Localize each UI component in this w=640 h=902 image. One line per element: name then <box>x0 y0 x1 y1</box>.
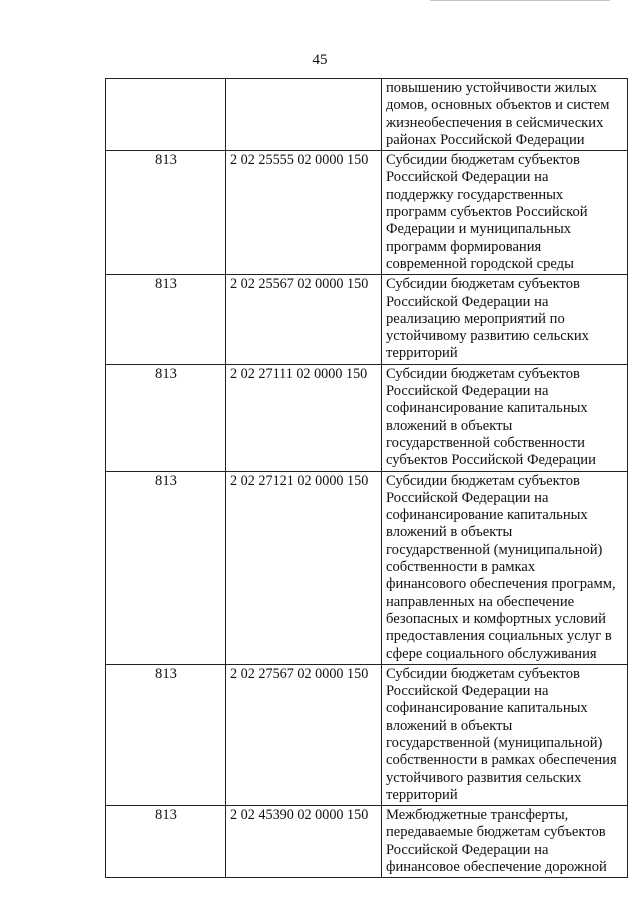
page-number: 45 <box>312 52 328 68</box>
budget-code-cell <box>226 79 382 151</box>
table-row <box>106 471 628 664</box>
admin-code-cell: 813 <box>106 364 226 471</box>
admin-code-cell: 813 <box>106 806 226 878</box>
description-cell <box>382 664 628 805</box>
description-line: Российской Федерации на <box>386 683 549 700</box>
description-line: повышению устойчивости жилых <box>386 80 597 96</box>
description-line: собственности в рамках <box>386 559 536 576</box>
description-line: территорий <box>386 786 458 803</box>
description-line: сфере социального обслуживания <box>386 645 597 662</box>
table-row <box>106 364 628 471</box>
admin-code-cell: 813 <box>106 275 226 364</box>
description-line: софинансирование капитальных <box>386 507 588 524</box>
table-row <box>106 664 628 805</box>
budget-code-cell: 2 02 27111 02 0000 150 <box>226 364 382 471</box>
description-line: программ формирования <box>386 238 542 255</box>
budget-code-cell: 2 02 27567 02 0000 150 <box>226 664 382 805</box>
description-line: безопасных и комфортных условий <box>386 610 606 627</box>
description-line: вложений в объекты <box>386 717 513 734</box>
admin-code-cell <box>106 79 226 151</box>
table-body <box>106 79 628 878</box>
description-line: софинансирование капитальных <box>386 400 588 417</box>
description-line: собственности в рамках обеспечения <box>386 752 617 769</box>
table-row <box>106 79 628 151</box>
description-line: Субсидии бюджетам субъектов <box>386 152 580 169</box>
description-line: передаваемые бюджетам субъектов <box>386 824 606 841</box>
description-cell <box>382 471 628 664</box>
description-line: Российской Федерации на <box>386 293 549 310</box>
admin-code-cell: 813 <box>106 664 226 805</box>
budget-code-cell: 2 02 25555 02 0000 150 <box>226 151 382 275</box>
table-row <box>106 806 628 878</box>
description-cell <box>382 364 628 471</box>
description-line: Российской Федерации на <box>386 841 549 858</box>
description-line: вложений в объекты <box>386 417 513 434</box>
budget-classification-table <box>105 78 628 878</box>
description-line: направленных на обеспечение <box>386 593 575 610</box>
table-row <box>106 151 628 275</box>
budget-code-cell: 2 02 25567 02 0000 150 <box>226 275 382 364</box>
description-line: вложений в объекты <box>386 524 513 541</box>
admin-code-cell: 813 <box>106 151 226 275</box>
description-line: государственной собственности <box>386 434 585 451</box>
description-line: государственной (муниципальной) <box>386 734 603 751</box>
description-line: предоставления социальных услуг в <box>386 628 612 645</box>
table-row <box>106 275 628 364</box>
description-line: районах Российской Федерации <box>386 131 585 148</box>
description-line: Субсидии бюджетам субъектов <box>386 665 580 682</box>
description-cell <box>382 79 628 151</box>
description-line: Российской Федерации на <box>386 489 549 506</box>
description-cell <box>382 806 628 878</box>
description-line: Субсидии бюджетам субъектов <box>386 276 580 293</box>
top-edge-rule <box>430 0 610 3</box>
description-line: территорий <box>386 345 458 362</box>
description-line: реализацию мероприятий по <box>386 310 565 327</box>
description-line: Субсидии бюджетам субъектов <box>386 472 580 489</box>
admin-code-cell: 813 <box>106 471 226 664</box>
description-line: домов, основных объектов и систем <box>386 97 610 114</box>
description-line: программ субъектов Российской <box>386 204 588 221</box>
description-line: Российской Федерации на <box>386 383 549 400</box>
description-line: субъектов Российской Федерации <box>386 452 596 469</box>
budget-code-cell: 2 02 27121 02 0000 150 <box>226 471 382 664</box>
description-line: устойчивого развития сельских <box>386 769 582 786</box>
description-cell <box>382 151 628 275</box>
description-line: Российской Федерации на <box>386 169 549 186</box>
description-line: Субсидии бюджетам субъектов <box>386 365 580 382</box>
description-line: Межбюджетные трансферты, <box>386 807 569 824</box>
description-cell <box>382 275 628 364</box>
description-line: государственной (муниципальной) <box>386 541 603 558</box>
description-line: финансового обеспечения программ, <box>386 576 616 593</box>
description-line: устойчивому развитию сельских <box>386 328 589 345</box>
budget-code-cell: 2 02 45390 02 0000 150 <box>226 806 382 878</box>
description-line: финансовое обеспечение дорожной <box>386 859 607 876</box>
description-line: современной городской среды <box>386 255 574 272</box>
description-line: Федерации и муниципальных <box>386 221 572 238</box>
description-line: жизнеобеспечения в сейсмических <box>386 114 604 131</box>
description-line: софинансирование капитальных <box>386 700 588 717</box>
description-line: поддержку государственных <box>386 186 564 203</box>
